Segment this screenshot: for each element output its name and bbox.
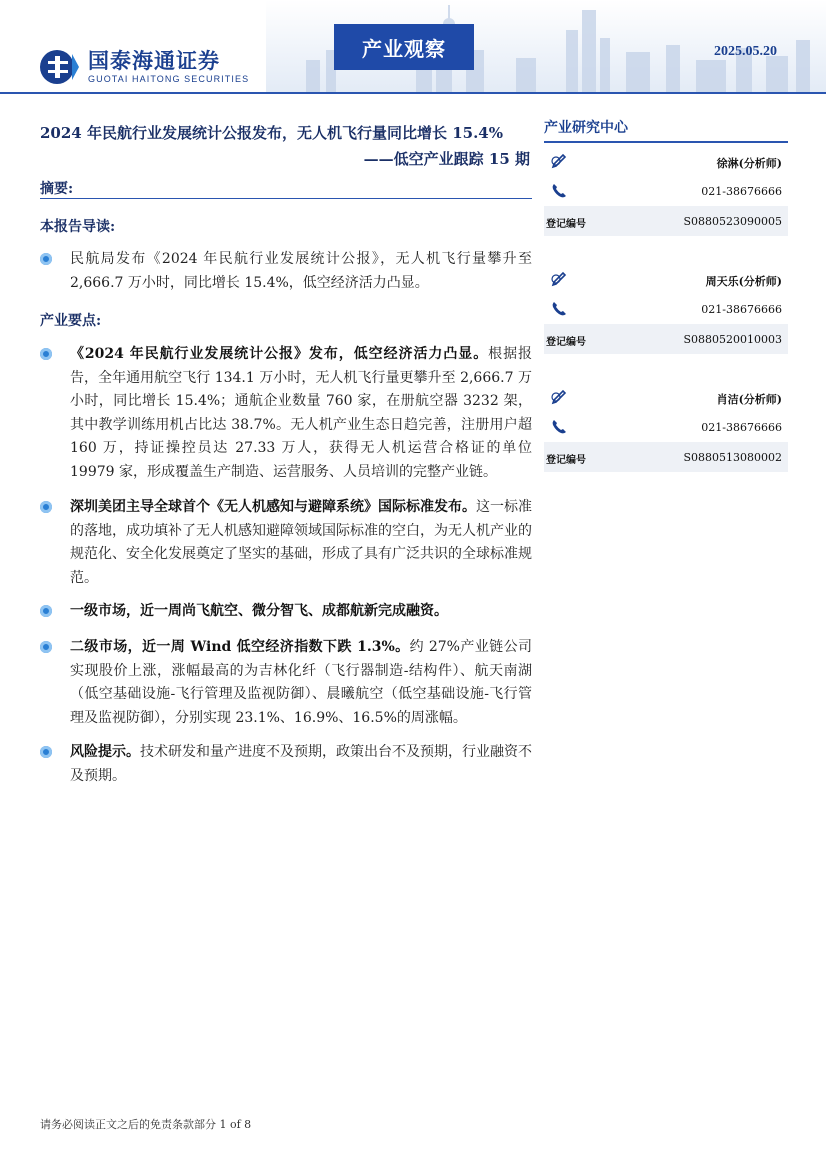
sidebar-divider <box>544 141 788 143</box>
analyst-name: 肖洁(分析师) <box>716 393 782 406</box>
logo-chinese-name: 国泰海通证券 <box>88 49 220 73</box>
guide-bullet <box>40 248 532 295</box>
abstract-heading: 摘要: <box>40 181 74 197</box>
reg-label: 登记编号 <box>546 337 586 348</box>
analyst-name: 徐淋(分析师) <box>716 157 782 170</box>
bullet-icon <box>40 605 52 617</box>
analyst-reg-no: S0880520010003 <box>683 333 782 346</box>
report-date: 2025.05.20 <box>714 44 777 59</box>
point-lead: 风险提示。 <box>70 744 140 760</box>
bullet-icon <box>40 348 52 360</box>
phone-icon <box>550 182 568 200</box>
point-item <box>40 600 532 624</box>
bullet-icon <box>40 501 52 513</box>
point-text: 根据报告，全年通用航空飞行 134.1 万小时，无人机飞行量更攀升至 2,666.7 万小时，同比增长 15.4%；通航企业数量 760 家，在册航空器 3232 架，其中教学训练用机占比达 38.7%。无人机产业生态日趋完善，注册用户超 160 万，持证操控员达 27.33 万人，获得无人机运营合格证的单位 19979 家，形成覆盖生产制造、运营服务、人员培训的完整产业链。 <box>70 346 533 480</box>
point-text: 约 27%产业链公司实现股价上涨，涨幅最高的为吉林化纤（飞行器制造-结构件）、航天南湖（低空基础设施-飞行管理及监视防御）、晨曦航空（低空基础设施-飞行管理及监视防御），分别实现 23.1%、16.9%、16.5%的周涨幅。 <box>70 639 532 726</box>
logo-english-name: GUOTAI HAITONG SECURITIES <box>88 74 250 84</box>
point-text: 这一标准的落地，成功填补了无人机感知避障领域国际标准的空白，为无人机产业的规范化、安全化发展奠定了坚实的基础，形成了具有广泛共识的全球标准规范。 <box>70 499 532 586</box>
guide-text: 民航局发布《2024 年民航行业发展统计公报》，无人机飞行量攀升至 2,666.7 万小时，同比增长 15.4%，低空经济活力凸显。 <box>70 251 532 291</box>
point-lead: 深圳美团主导全球首个《无人机感知与避障系统》国际标准发布。 <box>70 499 476 515</box>
points-heading: 产业要点: <box>40 313 102 329</box>
analyst-name: 周天乐(分析师) <box>705 275 782 288</box>
header-divider <box>0 92 826 94</box>
analyst-reg-no: S0880513080002 <box>683 451 782 464</box>
point-text: 技术研发和量产进度不及预期，政策出台不及预期，行业融资不及预期。 <box>70 744 532 784</box>
analyst-phone: 021-38676666 <box>701 421 782 434</box>
point-lead: 一级市场，近一周尚飞航空、微分智飞、成都航新完成融资。 <box>70 603 448 619</box>
analyst-reg-no: S0880523090005 <box>683 215 782 228</box>
reg-label: 登记编号 <box>546 455 586 466</box>
phone-icon <box>550 300 568 318</box>
bullet-icon <box>40 746 52 758</box>
bullet-icon <box>40 641 52 653</box>
analyst-card <box>544 382 788 472</box>
pen-icon <box>550 270 568 288</box>
phone-icon <box>550 418 568 436</box>
research-center-title: 产业研究中心 <box>544 120 628 136</box>
report-title-main: 2024 年民航行业发展统计公报发布，无人机飞行量同比增长 15.4% <box>40 124 503 142</box>
reg-label: 登记编号 <box>546 219 586 230</box>
logo-mark-icon <box>38 48 80 86</box>
point-lead: 《2024 年民航行业发展统计公报》发布，低空经济活力凸显。 <box>70 346 489 362</box>
analyst-card <box>544 146 788 236</box>
point-item <box>40 741 532 788</box>
analyst-phone: 021-38676666 <box>701 303 782 316</box>
pen-icon <box>550 388 568 406</box>
analyst-phone: 021-38676666 <box>701 185 782 198</box>
point-lead: 二级市场，近一周 Wind 低空经济指数下跌 1.3%。 <box>70 639 410 655</box>
bullet-icon <box>40 253 52 265</box>
point-item <box>40 496 532 590</box>
report-type-badge: 产业观察 <box>334 24 474 70</box>
page-header <box>0 0 826 96</box>
pen-icon <box>550 152 568 170</box>
guide-heading: 本报告导读: <box>40 219 116 235</box>
report-title-sub: ——低空产业跟踪 15 期 <box>363 150 530 168</box>
analyst-card <box>544 264 788 354</box>
footer-disclaimer: 请务必阅读正文之后的免责条款部分 1 of 8 <box>40 1118 252 1131</box>
company-logo <box>38 48 249 86</box>
abstract-divider <box>40 198 532 199</box>
point-item <box>40 343 532 484</box>
point-item <box>40 636 532 730</box>
report-title <box>40 120 530 172</box>
